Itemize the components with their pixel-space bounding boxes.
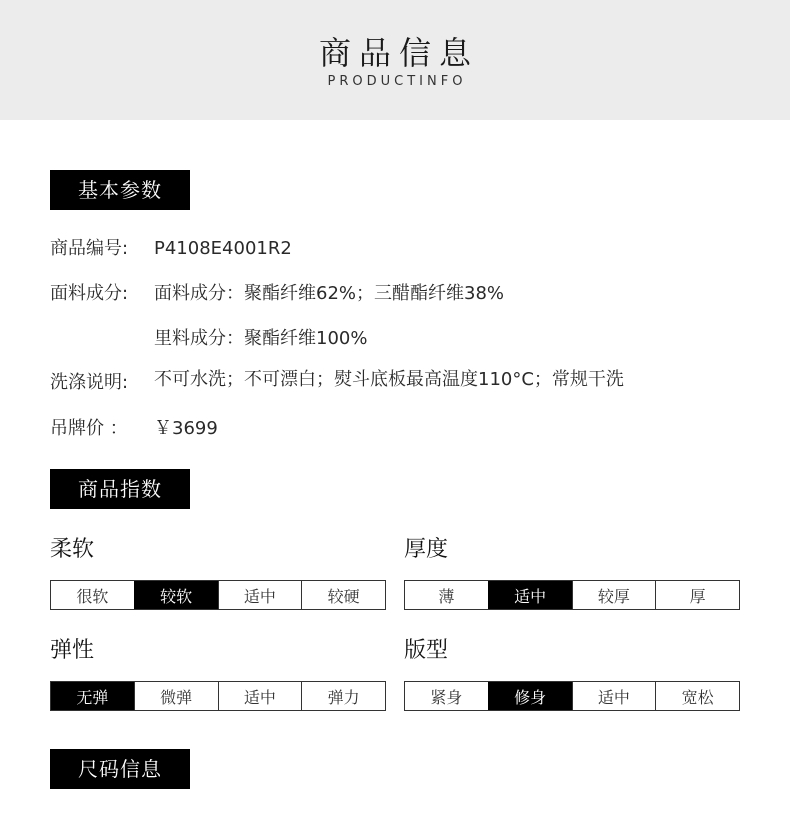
- elasticity-option[interactable]: 无弹: [51, 682, 134, 710]
- elasticity-scale: [50, 681, 386, 711]
- thickness-scale: [404, 580, 740, 610]
- elasticity-option[interactable]: 微弹: [134, 682, 218, 710]
- elasticity-option[interactable]: 适中: [218, 682, 302, 710]
- fit-option[interactable]: 宽松: [655, 682, 739, 710]
- fit-option[interactable]: 紧身: [430, 687, 463, 707]
- softness-option[interactable]: 适中: [218, 581, 302, 609]
- section-header-product-index: 商品指数: [50, 469, 190, 509]
- thickness-option[interactable]: 薄: [438, 586, 455, 606]
- param-value-lining: 里料成分：聚酯纤维100%: [154, 328, 368, 349]
- softness-option[interactable]: 很软: [76, 586, 109, 606]
- param-value-fabric: 面料成分：聚酯纤维62%；三醋酯纤维38%: [154, 283, 505, 304]
- page-title: 商品信息: [318, 34, 479, 72]
- param-value-care: 不可水洗；不可漂白；熨斗底板最高温度110°C；常规干洗: [154, 369, 624, 390]
- thickness-option[interactable]: 较厚: [572, 581, 656, 609]
- page-banner: [0, 0, 790, 120]
- softness-option[interactable]: 较硬: [301, 581, 385, 609]
- index-title-fit: 版型: [404, 638, 449, 663]
- fit-option[interactable]: 适中: [572, 682, 656, 710]
- fit-option[interactable]: 修身: [488, 682, 572, 710]
- param-label-care: 洗涤说明:: [50, 372, 129, 393]
- page-subtitle: PRODUCTINFO: [327, 74, 467, 89]
- elasticity-option[interactable]: 弹力: [301, 682, 385, 710]
- param-value-sku: P4108E4001R2: [154, 238, 292, 259]
- param-value-price: ￥3699: [154, 418, 218, 439]
- param-label-sku: 商品编号:: [50, 238, 129, 259]
- section-header-size-info: 尺码信息: [50, 749, 190, 789]
- index-title-thickness: 厚度: [404, 537, 449, 562]
- index-title-elasticity: 弹性: [50, 638, 95, 663]
- thickness-option[interactable]: 适中: [488, 581, 572, 609]
- softness-scale: [50, 580, 386, 610]
- fit-scale: [404, 681, 740, 711]
- param-label-price: 吊牌价 ：: [50, 418, 128, 439]
- index-title-softness: 柔软: [50, 537, 95, 562]
- param-label-fabric: 面料成分:: [50, 283, 129, 304]
- thickness-option[interactable]: 厚: [655, 581, 739, 609]
- section-header-basic-params: 基本参数: [50, 170, 190, 210]
- softness-option[interactable]: 较软: [134, 581, 218, 609]
